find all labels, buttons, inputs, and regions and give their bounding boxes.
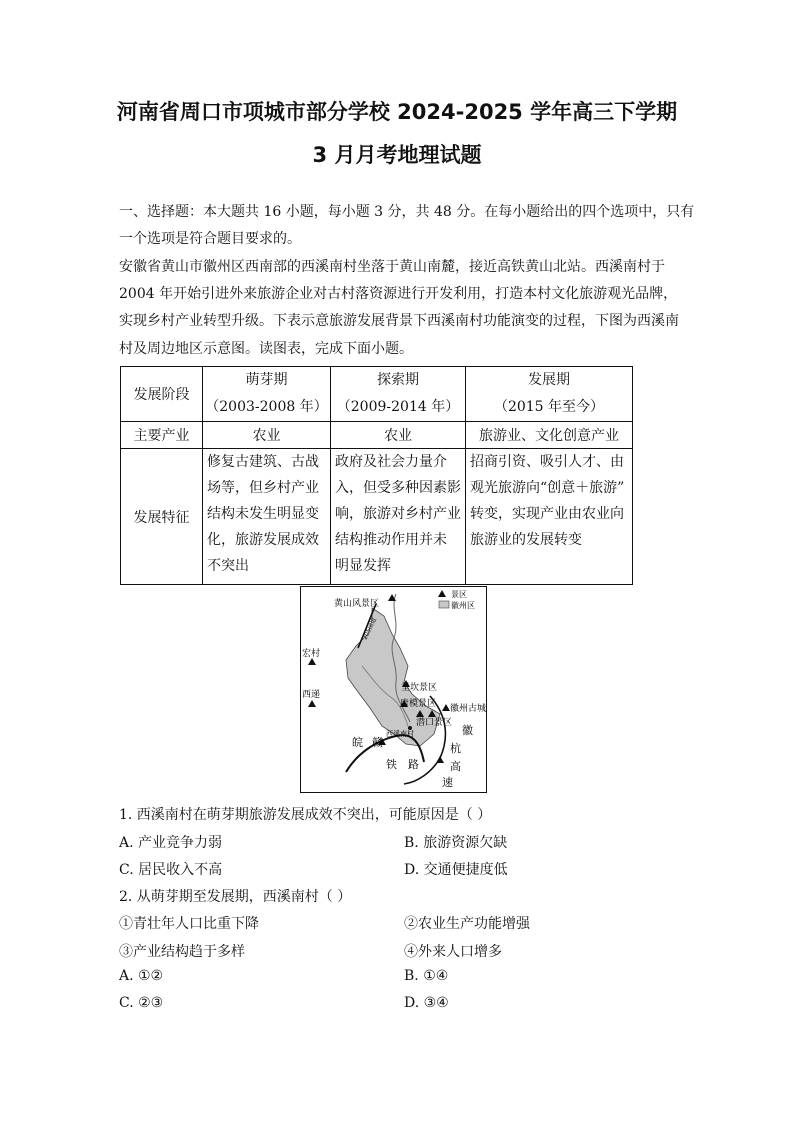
map-label-hongcun: 宏村 [302, 649, 321, 659]
table-stage-cell [466, 367, 633, 422]
question-1-option-d[interactable]: D. 交通便捷度低 [404, 862, 508, 878]
legend-scenic-label: 景区 [451, 590, 467, 599]
section-instruction-line1: 一、选择题：本大题共 16 小题，每小题 3 分，共 48 分。在每小题给出的四个选项中，只有 [119, 204, 695, 220]
feature-line: 观光旅游向“创意＋旅游” [470, 480, 625, 496]
table-feature-label: 发展特征 [121, 449, 203, 585]
stage-name: 萌芽期 [245, 372, 288, 388]
map-label-huangshan: 黄山风景区 [334, 599, 380, 609]
table-header-stage-label: 发展阶段 [121, 367, 203, 422]
passage-line: 村及周边地区示意图。读图表，完成下面小题。 [119, 341, 413, 357]
development-stage-table [120, 366, 633, 585]
table-stage-cell [203, 367, 331, 422]
feature-line: 化，旅游发展成效 [207, 532, 319, 548]
document-title-line2: 3 月月考地理试题 [312, 143, 482, 167]
feature-line: 结构未发生明显变 [207, 506, 319, 522]
feature-line: 明显发挥 [335, 558, 391, 574]
map-label-chengkan: 呈坎景区 [401, 683, 438, 693]
stage-name: 探索期 [377, 372, 419, 388]
stage-name: 发展期 [528, 372, 570, 388]
rail-label-char: 铁 [386, 758, 397, 771]
map-label-huizhou-old-town: 徽州古城 [450, 704, 487, 714]
table-feature-cell [466, 449, 633, 585]
map-label-xixinan: 西溪南村 [386, 730, 414, 738]
feature-line: 结构推动作用并未 [335, 532, 447, 548]
document-title-line1: 河南省周口市项城市部分学校 2024-2025 学年高三下学期 [116, 100, 678, 124]
highway-label-char: 速 [442, 776, 453, 789]
stage-years: （2015 年至今） [493, 399, 605, 415]
legend-district-label: 徽州区 [451, 601, 475, 610]
table-feature-cell [331, 449, 466, 585]
legend-district-swatch [439, 601, 449, 608]
table-industry-cell: 旅游业、文化创意产业 [466, 422, 633, 449]
map-label-xidi: 西递 [302, 690, 321, 700]
question-2-statement-2: ②农业生产功能增强 [404, 916, 530, 932]
question-1-option-a[interactable]: A. 产业竞争力弱 [119, 835, 223, 851]
table-industry-label: 主要产业 [121, 422, 203, 449]
feature-line: 不突出 [207, 558, 249, 574]
highway-label-char: 杭 [450, 742, 461, 755]
feature-line: 招商引资、吸引人才、由 [470, 454, 624, 470]
question-1-option-b[interactable]: B. 旅游资源欠缺 [404, 835, 508, 851]
question-2-statement-1: ①青壮年人口比重下降 [119, 916, 259, 932]
question-2-statement-3: ③产业结构趋于多样 [119, 944, 245, 960]
feature-line: 响，旅游对乡村产业 [335, 506, 461, 522]
rail-label-char: 赣 [372, 736, 383, 749]
highway-label-char: 高 [450, 760, 461, 773]
passage-line: 实现乡村产业转型升级。下表示意旅游发展背景下西溪南村功能演变的过程，下图为西溪南 [119, 313, 679, 329]
map-label-qiankou: 潜口景区 [416, 718, 453, 728]
question-1-option-c[interactable]: C. 居民收入不高 [119, 862, 223, 878]
map-label-national-road: 205国道 [361, 616, 379, 641]
table-stage-cell [331, 367, 466, 422]
question-2-statement-4: ④外来人口增多 [404, 944, 502, 960]
question-2-stem: 2. 从萌芽期至发展期，西溪南村（ ） [119, 889, 352, 905]
section-instruction-line2: 一个选项是符合题目要求的。 [119, 231, 301, 247]
stage-years: （2003-2008 年） [205, 399, 328, 415]
question-2-option-d[interactable]: D. ③④ [404, 995, 449, 1011]
regional-map [300, 586, 487, 793]
question-2-option-a[interactable]: A. ①② [119, 968, 164, 984]
feature-line: 修复古建筑、古战 [207, 454, 319, 470]
stage-years: （2009-2014 年） [336, 399, 460, 415]
table-industry-cell: 农业 [331, 422, 466, 449]
feature-line: 入，但受多种因素影 [335, 480, 461, 496]
map-label-tangmo: 唐模景区 [400, 699, 437, 709]
rail-label-char: 路 [408, 758, 419, 771]
table-feature-cell [203, 449, 331, 585]
highway-label-char: 徽 [462, 724, 473, 737]
feature-line: 场等，但乡村产业 [207, 480, 319, 496]
question-2-option-b[interactable]: B. ①④ [404, 968, 449, 984]
passage-line: 安徽省黄山市徽州区西南部的西溪南村坐落于黄山南麓，接近高铁黄山北站。西溪南村于 [119, 259, 665, 275]
feature-line: 政府及社会力量介 [335, 454, 447, 470]
question-2-option-c[interactable]: C. ②③ [119, 995, 164, 1011]
question-1-stem: 1. 西溪南村在萌芽期旅游发展成效不突出，可能原因是（ ） [119, 807, 492, 823]
passage-line: 2004 年开始引进外来旅游企业对古村落资源进行开发利用，打造本村文化旅游观光品牌， [119, 286, 678, 302]
rail-label-char: 皖 [352, 736, 363, 749]
feature-line: 转变，实现产业由农业向 [470, 506, 624, 522]
feature-line: 旅游业的发展转变 [470, 532, 582, 548]
table-industry-cell: 农业 [203, 422, 331, 449]
